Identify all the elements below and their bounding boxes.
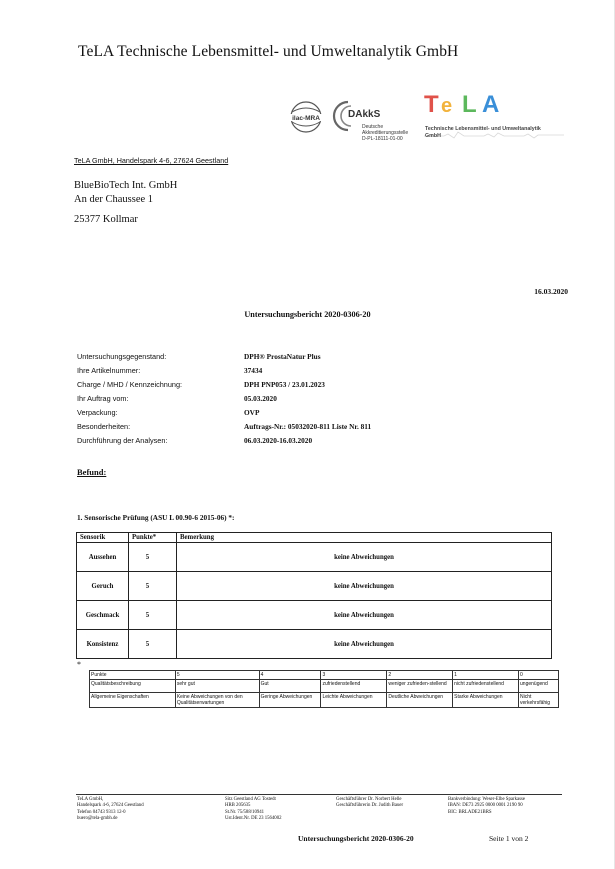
legend-cell: weniger zufrieden-stellend [387, 680, 453, 693]
legend-cell: Punkte [90, 671, 176, 680]
ilac-text: ilac-MRA [292, 115, 320, 122]
info-value: 37434 [244, 366, 263, 375]
legend-cell: 0 [519, 671, 559, 680]
ilac-mra-logo [284, 100, 328, 134]
sensory-table [76, 532, 552, 659]
footer-text: Sitz Geestland AG Tostedt [225, 797, 276, 802]
sensory-points: 5 [129, 601, 177, 630]
info-value: DPH PNP053 / 23.01.2023 [244, 380, 325, 389]
legend-cell: Allgemeine Eigenschaften [90, 693, 176, 708]
info-value: DPH® ProstaNatur Plus [244, 352, 321, 361]
legend-quality-row [90, 680, 559, 693]
footer-text: Handelspark 4-6, 27624 Geestland [77, 803, 144, 809]
sensory-remark: keine Abweichungen [177, 630, 552, 659]
tela-sub-2: GmbH [425, 133, 441, 139]
scoring-legend-table [89, 670, 559, 708]
legend-cell: Qualitätsbeschreibung [90, 680, 176, 693]
legend-cell: 4 [259, 671, 321, 680]
info-label: Durchführung der Analysen: [77, 436, 168, 445]
tela-logo [424, 90, 564, 148]
legend-cell: 5 [175, 671, 259, 680]
legend-cell: sehr gut [175, 680, 259, 693]
report-date: 16.03.2020 [534, 287, 568, 296]
befund-heading: Befund: [77, 467, 107, 477]
sender-address-line: TeLA GmbH, Handelspark 4-6, 27624 Geestland [74, 156, 229, 165]
legend-cell: Starke Abweichungen [453, 693, 519, 708]
sensory-points: 5 [129, 630, 177, 659]
tela-letter-t: T [424, 91, 439, 118]
info-label: Ihr Auftrag vom: [77, 394, 129, 403]
table-row [77, 572, 552, 601]
legend-cell: 1 [453, 671, 519, 680]
sensory-attribute: Geruch [77, 572, 129, 601]
info-label: Untersuchungsgegenstand: [77, 352, 167, 361]
legend-cell: 2 [387, 671, 453, 680]
page-number: Seite 1 von 2 [489, 834, 529, 843]
column-header: Bemerkung [177, 533, 552, 543]
footer-text: HRB 205635 [225, 803, 251, 809]
info-value: 06.03.2020-16.03.2020 [244, 436, 313, 445]
legend-cell: Leichte Abweichungen [321, 693, 387, 708]
sensory-remark: keine Abweichungen [177, 601, 552, 630]
sensory-points: 5 [129, 572, 177, 601]
footer-text: IBAN: DE73 2925 0000 0001 2190 90 [448, 803, 523, 809]
footer-divider [76, 794, 562, 795]
footnote-mark: * [77, 660, 81, 669]
sensory-points: 5 [129, 543, 177, 572]
table-row [77, 630, 552, 659]
recipient-city: 25377 Kollmar [74, 214, 138, 225]
info-label: Verpackung: [77, 408, 118, 417]
footer-text: Geschäftsführerin Dr. Judith Bauer [336, 803, 404, 809]
footer-bank-column [448, 797, 525, 816]
recipient-name: BlueBioTech Int. GmbH [74, 180, 178, 191]
dakks-line-1: Deutsche [362, 124, 384, 130]
legend-cell: Nicht verkehrsfähig [519, 693, 559, 708]
footer-text: BIC: BRLADE21BRS [448, 809, 492, 815]
table-header-row [77, 533, 552, 543]
legend-cell: Gut [259, 680, 321, 693]
dakks-line-2: Akkreditierungsstelle [362, 130, 409, 136]
footer-registry-column [225, 797, 282, 823]
footer-report-title: Untersuchungsbericht 2020-0306-20 [298, 834, 414, 843]
recipient-street: An der Chaussee 1 [74, 194, 154, 205]
tela-letter-a: A [482, 91, 500, 118]
info-value: 05.03.2020 [244, 394, 277, 403]
legend-cell: zufriedenstellend [321, 680, 387, 693]
tela-letter-e: e [441, 95, 453, 117]
footer-text: St.Nr. 75/588/10941 [225, 809, 265, 815]
report-title: Untersuchungsbericht 2020-0306-20 [244, 310, 371, 319]
sensory-attribute: Geschmack [77, 601, 129, 630]
sensory-attribute: Konsistenz [77, 630, 129, 659]
legend-cell: Keine Abweichungen von den Qualitätserwartungen [175, 693, 259, 708]
info-value: Auftrags-Nr.: 05032020-811 Liste Nr. 811 [244, 422, 372, 431]
legend-cell: nicht zufriedenstellend [453, 680, 519, 693]
info-label: Besonderheiten: [77, 422, 131, 431]
info-label: Ihre Artikelnummer: [77, 366, 141, 375]
footer-management-column [336, 797, 403, 810]
footer-company-column [77, 797, 144, 823]
table-row [77, 601, 552, 630]
footer-text: Telefon 04743 9313 12-0 [77, 809, 126, 815]
column-header: Sensorik [77, 533, 129, 543]
sensory-remark: keine Abweichungen [177, 572, 552, 601]
footer-text: buero@tela-gmbh.de [77, 816, 118, 822]
footer-text: Bankverbindung: Weser-Elbe Sparkasse [448, 797, 525, 802]
column-header: Punkte* [129, 533, 177, 543]
legend-points-row [90, 671, 559, 680]
legend-cell: ungenügend [519, 680, 559, 693]
dakks-line-3: D-PL-18111-01-00 [362, 136, 403, 142]
table-row [77, 543, 552, 572]
legend-property-row [90, 693, 559, 708]
tela-sub-1: Technische Lebensmittel- und Umweltanalytik [425, 126, 541, 132]
sensory-attribute: Aussehen [77, 543, 129, 572]
legend-cell: Geringe Abweichungen [259, 693, 321, 708]
tela-letter-l: L [462, 91, 477, 118]
footer-text: TeLA GmbH, [77, 797, 104, 802]
legend-cell: Deutliche Abweichungen [387, 693, 453, 708]
info-value: OVP [244, 408, 260, 417]
sensory-remark: keine Abweichungen [177, 543, 552, 572]
dakks-name: DAkkS [348, 109, 381, 120]
footer-text: Ust.Ident.Nr. DE 23 1564002 [225, 816, 282, 822]
dakks-logo [330, 99, 425, 147]
info-label: Charge / MHD / Kennzeichnung: [77, 380, 183, 389]
section-sensory-title: 1. Sensorische Prüfung (ASU L 00.90-6 2015-06) *: [77, 513, 235, 522]
legend-cell: 3 [321, 671, 387, 680]
company-title: TeLA Technische Lebensmittel- und Umweltanalytik GmbH [78, 43, 459, 60]
footer-text: Geschäftsführer Dr. Norbert Helle [336, 797, 402, 802]
